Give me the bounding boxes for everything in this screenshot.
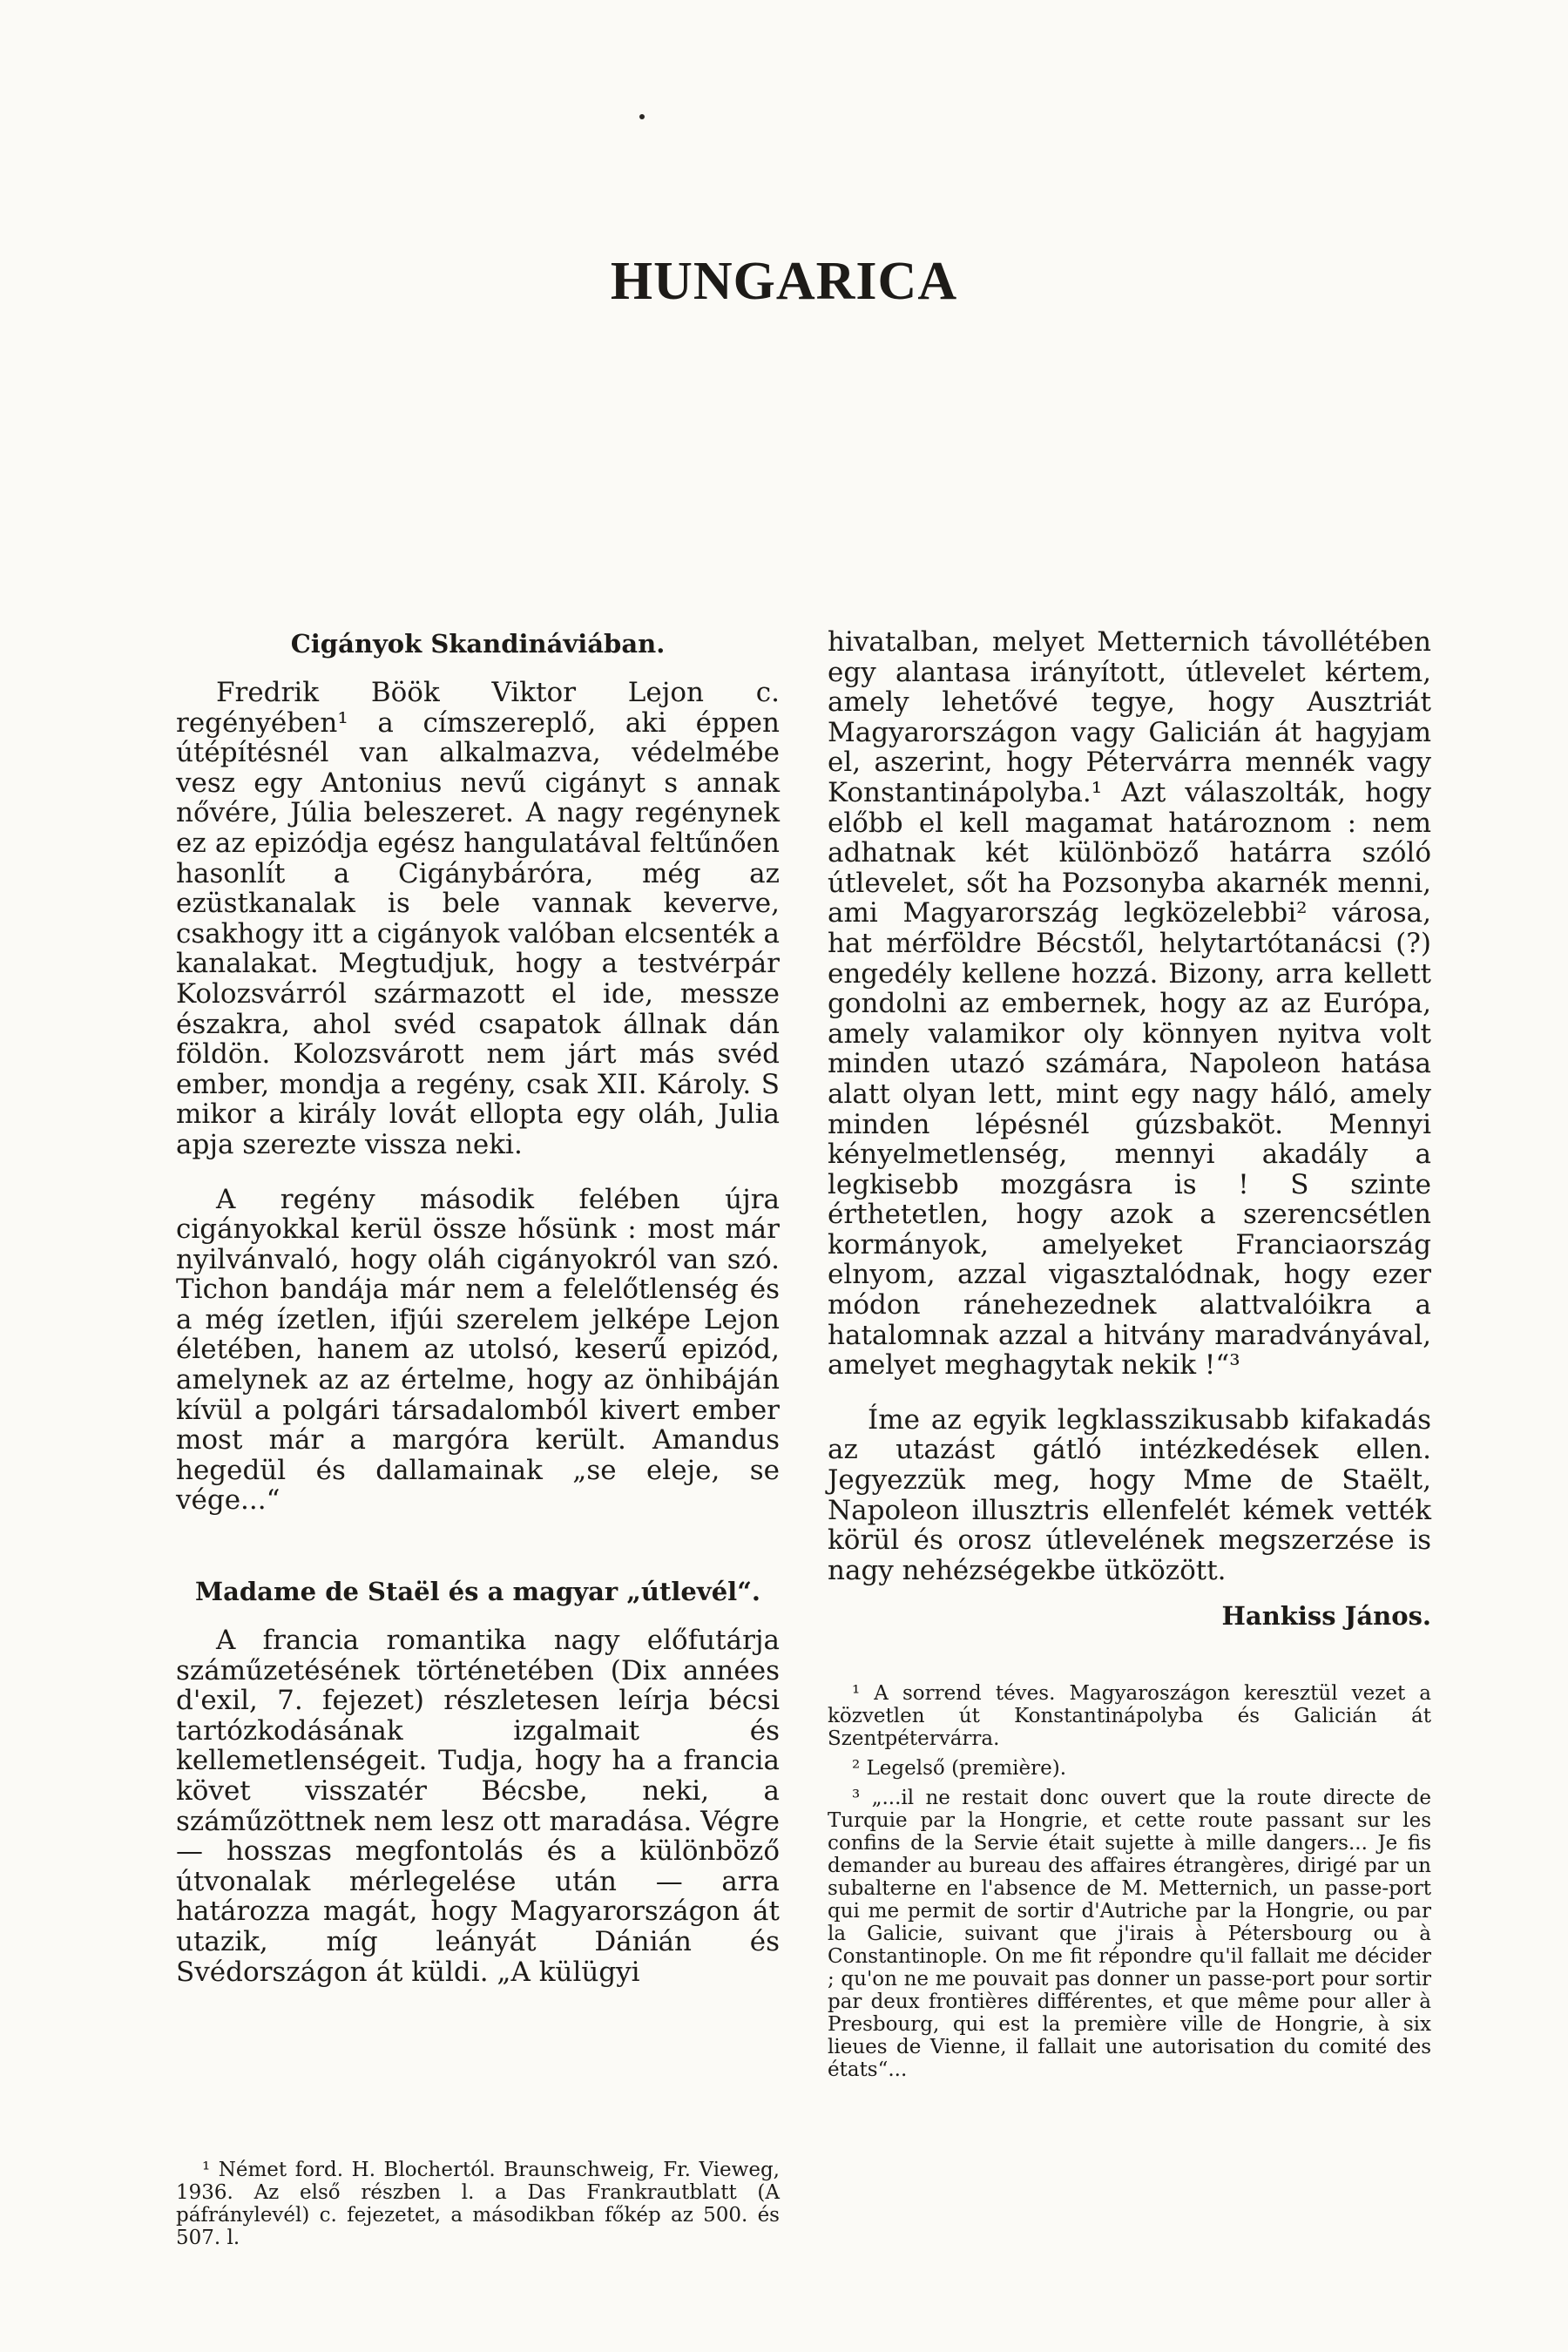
paragraph: A francia romantika nagy előfutárja száműzetésének történetében (Dix années d'exil, 7. fejezet) részletesen leírja bécsi tartózkodásának izgalmait és kellemetlenségeit. Tudja, hogy ha a francia követ visszatér Bécsbe, neki, a száműzöttnek nem lesz ott maradása. Végre — hosszas megfontolás és a különböző útvonalak mérlegelése után — arra határozza magát, hogy Magyarországon át utazik, míg leányát Dánián és Svédországon át küldi. „A külügyi [176,1625,780,1988]
author-signature: Hankiss János. [1221,1601,1431,1632]
paragraph: hivatalban, melyet Metternich távollétében egy alantasa irányított, útlevelet kértem, amely lehetővé tegye, hogy Ausztriát Magyarországon vagy Galicián át hagyjam el, aszerint, hogy Pétervárra mennék vagy Konstantinápolyba.¹ Azt válaszolták, hogy előbb el kell magamat határoznom : nem adhatnak két különböző határra szóló útlevelet, sőt ha Pozsonyba akarnék menni, ami Magyarország legközelebbi² városa, hat mérföldre Bécstől, helytartótanácsi (?) engedély kellene hozzá. Bizony, arra kellett gondolni az embernek, hogy az az Európa, amely valamikor oly könnyen nyitva volt minden utazó számára, Napoleon hatása alatt olyan lett, mint egy nagy háló, amely minden lépésnél gúzsbaköt. Mennyi kényelmetlenség, mennyi akadály a legkisebb mozgásra is ! S szinte érthetetlen, hogy azok a szerencsétlen kormányok, amelyeket Franciaország elnyom, azzal vigasztalódnak, hogy ezer módon ránehezednek alattvalóikra a hatalomnak azzal a hitvány maradványával, amelyet meghagytak nekik !“³ [828,626,1431,1382]
printer-dot [639,114,645,119]
paragraph: Íme az egyik legklasszikusabb kifakadás az utazást gátló intézkedések ellen. Jegyezzük meg, hogy Mme de Staëlt, Napoleon illusztris ellenfelét kémek vették körül és orosz útlevelének megszerzése is nagy nehézségekbe ütközött. [828,1403,1431,1586]
section-title-stael: Madame de Staël és a magyar „útlevél“. [195,1577,760,1607]
footnote: ² Legelső (première). [852,1757,1067,1780]
paragraph: A regény második felében újra cigányokkal kerül össze hősünk : most már nyilvánvaló, hogy oláh cigányokról van szó. Tichon bandája már nem a felelőtlenség és a még ízetlen, ifjúi szerelem jelképe Lejon életében, hanem az utolsó, keserű epizód, amelynek az az értelme, hogy az önhibáján kívül a polgári társadalomból kivert ember most már a margóra került. Amandus hegedül és dallamainak „se eleje, se vége...“ [176,1183,780,1517]
paragraph: Fredrik Böök Viktor Lejon c. regényében¹ a címszereplő, aki éppen útépítésnél van alkalmazva, védelmébe vesz egy Antonius nevű cigányt s annak nővére, Júlia beleszeret. A nagy regénynek ez az epizódja egész hangulatával feltűnően hasonlít a Cigánybáróra, még az ezüstkanalak is bele vannak keverve, csakhogy itt a cigányok valóban elcsenték a kanalakat. Megtudjuk, hogy a testvérpár Kolozsvárról származott el ide, messze északra, ahol svéd csapatok állnak dán földön. Kolozsvárott nem járt más svéd ember, mondja a regény, csak XII. Károly. S mikor a király lovát ellopta egy oláh, Julia apja szerezte vissza neki. [176,677,780,1160]
left-column [176,627,780,1987]
right-column [828,627,1431,2088]
left-footnotes [176,2159,780,2249]
page-title: HUNGARICA [610,252,958,311]
footnote: ¹ A sorrend téves. Magyaroszágon keresztül vezet a közvetlen út Konstantinápolyba és Galicián át Szentpétervárra. [828,1682,1431,1750]
footnote: ³ „...il ne restait donc ouvert que la route directe de Turquie par la Hongrie, et cette route passant sur les confins de la Servie était sujette à mille dangers... Je fis demander au bureau des affaires étrangères, dirigé par un subalterne en l'absence de M. Metternich, un passe-port qui me permit de sortir d'Autriche par la Hongrie, ou par la Galicie, suivant que j'irais à Pétersbourg ou à Constantinople. On me fit répondre qu'il fallait me décider ; qu'on ne me pouvait pas donner un passe-port pour sortir par deux frontières différentes, et que même pour aller à Presbourg, qui est la première ville de Hongrie, à six lieues de Vienne, il fallait une autorisation du comité des états“... [828,1787,1431,2081]
right-footnotes [828,1682,1431,2081]
footnote: ¹ Német ford. H. Blochertól. Braunschweig, Fr. Vieweg, 1936. Az első részben l. a Das Frankrautblatt (A páfránylevél) c. fejezetet, a másodikban főkép az 500. és 507. l. [176,2159,780,2249]
section-title-cigany: Cigányok Skandináviában. [290,629,666,659]
